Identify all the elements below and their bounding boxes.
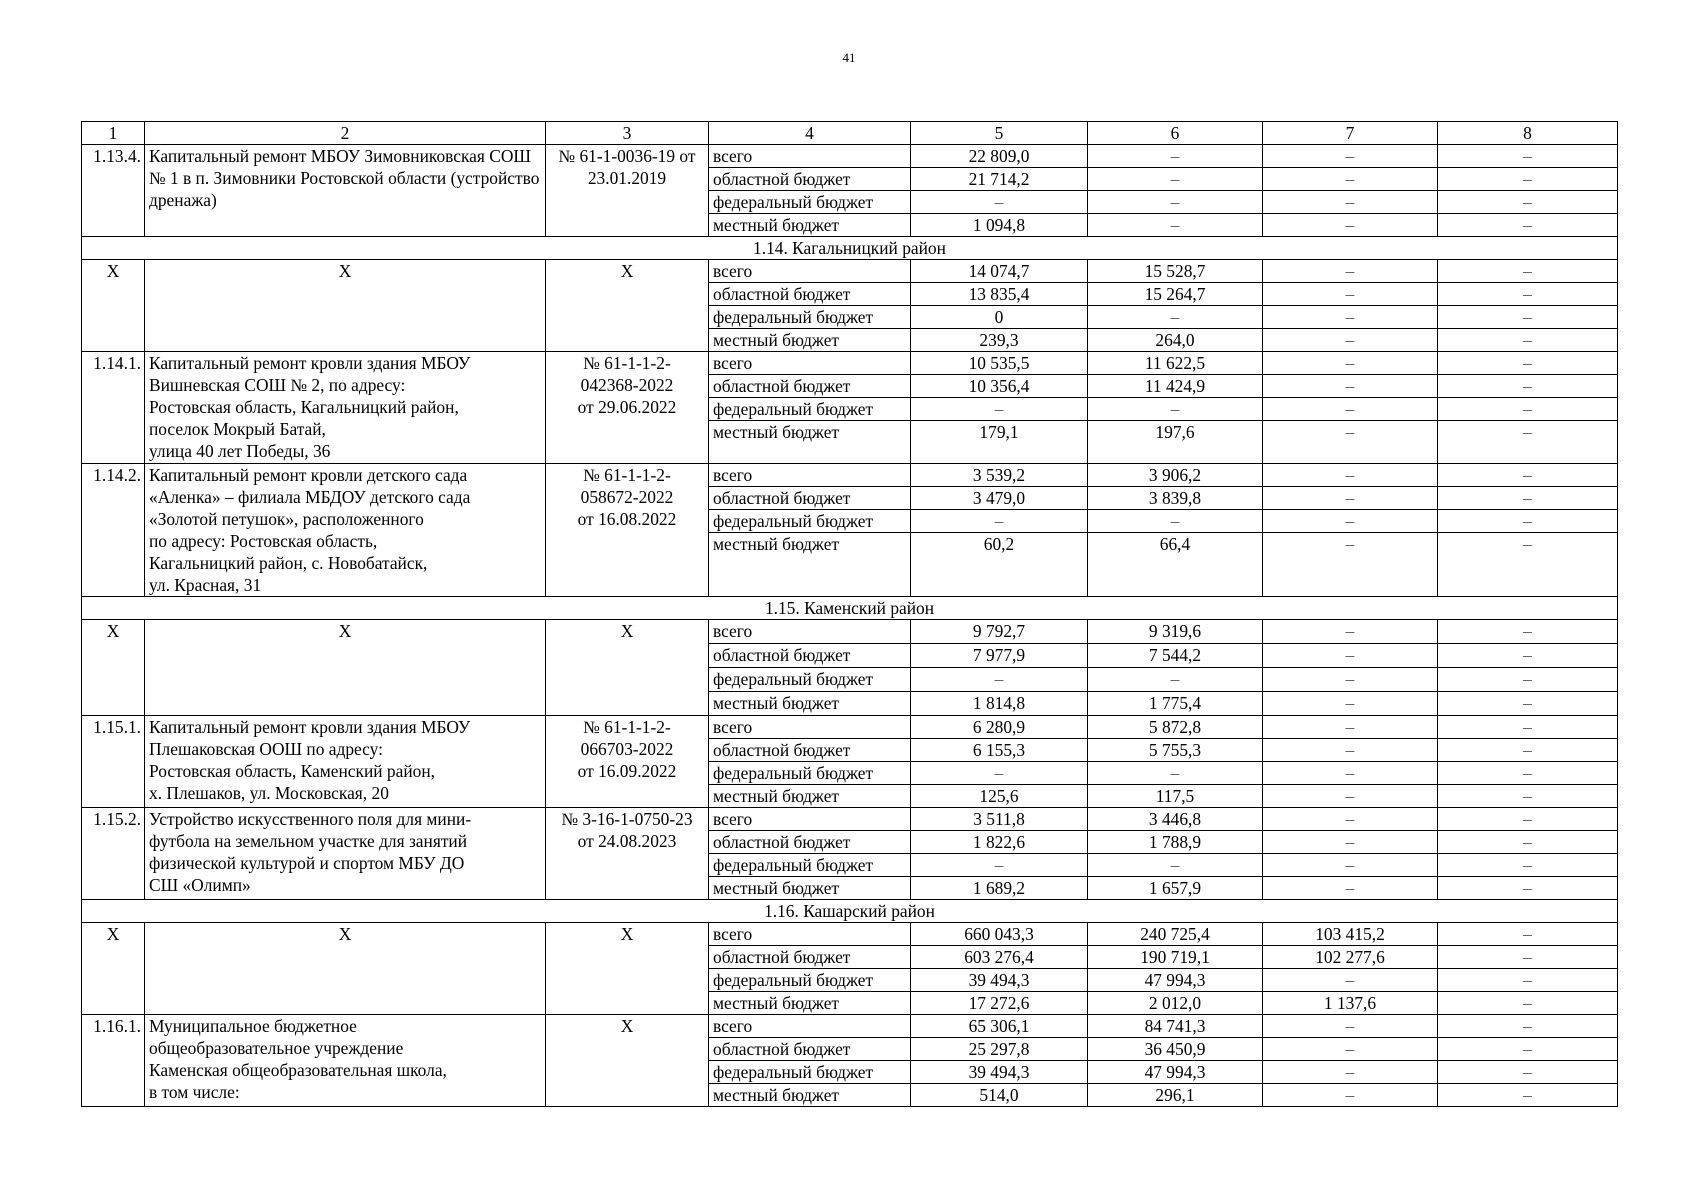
header-cell: 2 xyxy=(145,122,546,145)
document-cell: № 61-1-0036-19 от 23.01.2019 xyxy=(546,145,709,237)
value-cell: – xyxy=(1438,260,1618,283)
section-row xyxy=(82,900,1618,923)
item-number-cell: 1.14.2. xyxy=(82,464,145,597)
value-cell: – xyxy=(1438,831,1618,854)
value-cell: – xyxy=(1263,283,1438,306)
value-cell: 6 155,3 xyxy=(911,739,1088,762)
value-cell: 10 356,4 xyxy=(911,375,1088,398)
item-name-cell: Устройство искусственного поля для мини- футбола на земельном участке для занятий физической культурой и спортом МБУ ДО СШ «Олимп» xyxy=(145,808,546,900)
value-cell: 15 264,7 xyxy=(1088,283,1263,306)
value-cell: – xyxy=(1438,191,1618,214)
value-cell: 47 994,3 xyxy=(1088,1061,1263,1084)
funding-source-label: областной бюджет xyxy=(709,831,911,854)
value-cell: – xyxy=(911,762,1088,785)
header-cell: 6 xyxy=(1088,122,1263,145)
document-cell: Х xyxy=(546,620,709,716)
value-cell: – xyxy=(1438,1061,1618,1084)
value-cell: 179,1 xyxy=(911,421,1088,464)
value-cell: 103 415,2 xyxy=(1263,923,1438,946)
section-row xyxy=(82,597,1618,620)
header-row xyxy=(82,122,1618,145)
document-cell: № 3-16-1-0750-23 от 24.08.2023 xyxy=(546,808,709,900)
value-cell: – xyxy=(1438,533,1618,597)
funding-source-label: всего xyxy=(709,352,911,375)
funding-source-label: федеральный бюджет xyxy=(709,762,911,785)
value-cell: 3 446,8 xyxy=(1088,808,1263,831)
value-cell: 7 544,2 xyxy=(1088,644,1263,668)
item-name-cell: Х xyxy=(145,620,546,716)
document-cell: № 61-1-1-2- 066703-2022 от 16.09.2022 xyxy=(546,716,709,808)
funding-source-label: областной бюджет xyxy=(709,739,911,762)
value-cell: – xyxy=(1088,191,1263,214)
funding-source-label: всего xyxy=(709,145,911,168)
section-row xyxy=(82,237,1618,260)
value-cell: 5 872,8 xyxy=(1088,716,1263,739)
value-cell: 14 074,7 xyxy=(911,260,1088,283)
page-number: 41 xyxy=(842,50,856,65)
value-cell: 1 094,8 xyxy=(911,214,1088,237)
item-name-cell: Капитальный ремонт кровли здания МБОУ Плешаковская ООШ по адресу: Ростовская область, Каменский район, х. Плешаков, ул. Московская, 20 xyxy=(145,716,546,808)
value-cell: – xyxy=(1438,992,1618,1015)
value-cell: – xyxy=(1438,808,1618,831)
funding-source-label: местный бюджет xyxy=(709,214,911,237)
header-cell: 7 xyxy=(1263,122,1438,145)
table-row xyxy=(82,716,1618,739)
value-cell: 15 528,7 xyxy=(1088,260,1263,283)
funding-source-label: федеральный бюджет xyxy=(709,969,911,992)
funding-source-label: федеральный бюджет xyxy=(709,510,911,533)
funding-source-label: местный бюджет xyxy=(709,1084,911,1107)
section-title: 1.14. Кагальницкий район xyxy=(82,237,1618,260)
value-cell: – xyxy=(1438,877,1618,900)
funding-source-label: областной бюджет xyxy=(709,1038,911,1061)
header-cell: 3 xyxy=(546,122,709,145)
item-number-cell: Х xyxy=(82,620,145,716)
item-number-cell: 1.13.4. xyxy=(82,145,145,237)
value-cell: – xyxy=(1088,214,1263,237)
value-cell: – xyxy=(1438,716,1618,739)
value-cell: – xyxy=(1438,1015,1618,1038)
value-cell: – xyxy=(1263,1038,1438,1061)
funding-source-label: местный бюджет xyxy=(709,421,911,464)
value-cell: – xyxy=(1263,352,1438,375)
funding-source-label: местный бюджет xyxy=(709,692,911,716)
funding-source-label: местный бюджет xyxy=(709,533,911,597)
value-cell: – xyxy=(1263,306,1438,329)
table-row xyxy=(82,352,1618,375)
table-row xyxy=(82,145,1618,168)
value-cell: – xyxy=(1438,283,1618,306)
funding-source-label: местный бюджет xyxy=(709,329,911,352)
funding-source-label: федеральный бюджет xyxy=(709,398,911,421)
table-row xyxy=(82,923,1618,946)
value-cell: 1 657,9 xyxy=(1088,877,1263,900)
value-cell: 3 906,2 xyxy=(1088,464,1263,487)
value-cell: – xyxy=(1263,191,1438,214)
item-number-cell: 1.16.1. xyxy=(82,1015,145,1107)
value-cell: – xyxy=(1438,375,1618,398)
value-cell: – xyxy=(1438,398,1618,421)
value-cell: – xyxy=(1438,1038,1618,1061)
funding-source-label: федеральный бюджет xyxy=(709,668,911,692)
value-cell: 264,0 xyxy=(1088,329,1263,352)
value-cell: 11 424,9 xyxy=(1088,375,1263,398)
funding-source-label: областной бюджет xyxy=(709,946,911,969)
value-cell: – xyxy=(1263,969,1438,992)
value-cell: – xyxy=(1438,214,1618,237)
value-cell: – xyxy=(1088,145,1263,168)
document-cell: Х xyxy=(546,1015,709,1107)
funding-source-label: местный бюджет xyxy=(709,877,911,900)
value-cell: 3 839,8 xyxy=(1088,487,1263,510)
value-cell: – xyxy=(1263,785,1438,808)
table-row xyxy=(82,260,1618,283)
value-cell: – xyxy=(1088,398,1263,421)
header-cell: 8 xyxy=(1438,122,1618,145)
value-cell: 0 xyxy=(911,306,1088,329)
value-cell: – xyxy=(1263,1015,1438,1038)
value-cell: 3 479,0 xyxy=(911,487,1088,510)
value-cell: – xyxy=(911,510,1088,533)
value-cell: 60,2 xyxy=(911,533,1088,597)
value-cell: – xyxy=(1088,854,1263,877)
value-cell: – xyxy=(1263,620,1438,644)
funding-source-label: федеральный бюджет xyxy=(709,854,911,877)
value-cell: – xyxy=(1263,716,1438,739)
table-body xyxy=(82,122,1618,1107)
value-cell: – xyxy=(1263,510,1438,533)
document-cell: № 61-1-1-2- 058672-2022 от 16.08.2022 xyxy=(546,464,709,597)
document-cell: № 61-1-1-2- 042368-2022 от 29.06.2022 xyxy=(546,352,709,464)
value-cell: – xyxy=(1263,854,1438,877)
value-cell: 514,0 xyxy=(911,1084,1088,1107)
funding-source-label: всего xyxy=(709,923,911,946)
funding-source-label: федеральный бюджет xyxy=(709,306,911,329)
value-cell: – xyxy=(1263,533,1438,597)
value-cell: 603 276,4 xyxy=(911,946,1088,969)
value-cell: 21 714,2 xyxy=(911,168,1088,191)
value-cell: 102 277,6 xyxy=(1263,946,1438,969)
funding-source-label: всего xyxy=(709,620,911,644)
funding-source-label: федеральный бюджет xyxy=(709,1061,911,1084)
value-cell: – xyxy=(911,191,1088,214)
value-cell: – xyxy=(1263,1061,1438,1084)
funding-source-label: местный бюджет xyxy=(709,992,911,1015)
header-cell: 1 xyxy=(82,122,145,145)
value-cell: 3 511,8 xyxy=(911,808,1088,831)
value-cell: 25 297,8 xyxy=(911,1038,1088,1061)
value-cell: 1 822,6 xyxy=(911,831,1088,854)
table-row xyxy=(82,464,1618,487)
value-cell: – xyxy=(1263,644,1438,668)
value-cell: – xyxy=(1263,739,1438,762)
value-cell: 17 272,6 xyxy=(911,992,1088,1015)
budget-table xyxy=(81,121,1618,1107)
funding-source-label: областной бюджет xyxy=(709,375,911,398)
value-cell: – xyxy=(1438,306,1618,329)
funding-source-label: федеральный бюджет xyxy=(709,191,911,214)
value-cell: 66,4 xyxy=(1088,533,1263,597)
value-cell: 13 835,4 xyxy=(911,283,1088,306)
value-cell: – xyxy=(1263,214,1438,237)
table-row xyxy=(82,620,1618,644)
value-cell: – xyxy=(1263,808,1438,831)
value-cell: – xyxy=(1263,762,1438,785)
value-cell: 190 719,1 xyxy=(1088,946,1263,969)
item-name-cell: Х xyxy=(145,260,546,352)
value-cell: – xyxy=(911,398,1088,421)
value-cell: – xyxy=(1088,306,1263,329)
value-cell: 197,6 xyxy=(1088,421,1263,464)
section-title: 1.16. Кашарский район xyxy=(82,900,1618,923)
value-cell: – xyxy=(1263,692,1438,716)
value-cell: – xyxy=(1438,739,1618,762)
value-cell: – xyxy=(1263,1084,1438,1107)
value-cell: – xyxy=(1263,831,1438,854)
value-cell: – xyxy=(1088,168,1263,191)
item-number-cell: 1.14.1. xyxy=(82,352,145,464)
value-cell: 9 319,6 xyxy=(1088,620,1263,644)
value-cell: – xyxy=(1438,168,1618,191)
value-cell: – xyxy=(1438,762,1618,785)
value-cell: – xyxy=(1438,464,1618,487)
value-cell: 39 494,3 xyxy=(911,1061,1088,1084)
funding-source-label: областной бюджет xyxy=(709,644,911,668)
value-cell: 1 788,9 xyxy=(1088,831,1263,854)
value-cell: – xyxy=(1438,329,1618,352)
funding-source-label: всего xyxy=(709,1015,911,1038)
item-number-cell: 1.15.2. xyxy=(82,808,145,900)
funding-source-label: всего xyxy=(709,808,911,831)
value-cell: – xyxy=(1438,421,1618,464)
value-cell: – xyxy=(1263,329,1438,352)
value-cell: – xyxy=(1263,668,1438,692)
value-cell: 3 539,2 xyxy=(911,464,1088,487)
value-cell: – xyxy=(1438,145,1618,168)
value-cell: – xyxy=(1263,260,1438,283)
value-cell: – xyxy=(1438,923,1618,946)
value-cell: 239,3 xyxy=(911,329,1088,352)
value-cell: 9 792,7 xyxy=(911,620,1088,644)
value-cell: 1 137,6 xyxy=(1263,992,1438,1015)
value-cell: 39 494,3 xyxy=(911,969,1088,992)
item-number-cell: Х xyxy=(82,260,145,352)
value-cell: 660 043,3 xyxy=(911,923,1088,946)
value-cell: – xyxy=(1438,644,1618,668)
funding-source-label: всего xyxy=(709,716,911,739)
value-cell: – xyxy=(1438,1084,1618,1107)
value-cell: 296,1 xyxy=(1088,1084,1263,1107)
value-cell: 11 622,5 xyxy=(1088,352,1263,375)
value-cell: – xyxy=(1088,668,1263,692)
header-cell: 4 xyxy=(709,122,911,145)
value-cell: 36 450,9 xyxy=(1088,1038,1263,1061)
value-cell: – xyxy=(911,854,1088,877)
value-cell: – xyxy=(1263,464,1438,487)
item-name-cell: Муниципальное бюджетное общеобразовательное учреждение Каменская общеобразовательная школа, в том числе: xyxy=(145,1015,546,1107)
section-title: 1.15. Каменский район xyxy=(82,597,1618,620)
item-name-cell: Капитальный ремонт кровли детского сада «Аленка» – филиала МБДОУ детского сада «Золотой петушок», расположенного по адресу: Ростовская область, Кагальницкий район, с. Новобатайск, ул. Красная, 31 xyxy=(145,464,546,597)
value-cell: 22 809,0 xyxy=(911,145,1088,168)
value-cell: 6 280,9 xyxy=(911,716,1088,739)
value-cell: – xyxy=(1263,375,1438,398)
value-cell: – xyxy=(911,668,1088,692)
item-name-cell: Капитальный ремонт кровли здания МБОУ Вишневская СОШ № 2, по адресу: Ростовская область, Кагальницкий район, поселок Мокрый Батай, улица 40 лет Победы, 36 xyxy=(145,352,546,464)
value-cell: – xyxy=(1263,421,1438,464)
value-cell: 84 741,3 xyxy=(1088,1015,1263,1038)
value-cell: – xyxy=(1438,510,1618,533)
value-cell: – xyxy=(1438,668,1618,692)
item-name-cell: Капитальный ремонт МБОУ Зимовниковская СОШ № 1 в п. Зимовники Ростовской области (устройство дренажа) xyxy=(145,145,546,237)
document-cell: Х xyxy=(546,260,709,352)
value-cell: – xyxy=(1438,692,1618,716)
value-cell: 5 755,3 xyxy=(1088,739,1263,762)
document-cell: Х xyxy=(546,923,709,1015)
funding-source-label: областной бюджет xyxy=(709,168,911,191)
value-cell: – xyxy=(1438,854,1618,877)
funding-source-label: местный бюджет xyxy=(709,785,911,808)
funding-source-label: всего xyxy=(709,464,911,487)
value-cell: 7 977,9 xyxy=(911,644,1088,668)
value-cell: – xyxy=(1438,969,1618,992)
value-cell: – xyxy=(1438,620,1618,644)
table-row xyxy=(82,1015,1618,1038)
value-cell: 125,6 xyxy=(911,785,1088,808)
funding-source-label: всего xyxy=(709,260,911,283)
value-cell: – xyxy=(1263,877,1438,900)
funding-source-label: областной бюджет xyxy=(709,487,911,510)
table-row xyxy=(82,808,1618,831)
value-cell: – xyxy=(1438,487,1618,510)
value-cell: – xyxy=(1263,168,1438,191)
value-cell: 65 306,1 xyxy=(911,1015,1088,1038)
value-cell: 2 012,0 xyxy=(1088,992,1263,1015)
value-cell: – xyxy=(1263,487,1438,510)
value-cell: 47 994,3 xyxy=(1088,969,1263,992)
value-cell: 10 535,5 xyxy=(911,352,1088,375)
header-cell: 5 xyxy=(911,122,1088,145)
value-cell: 1 814,8 xyxy=(911,692,1088,716)
value-cell: 1 775,4 xyxy=(1088,692,1263,716)
value-cell: 1 689,2 xyxy=(911,877,1088,900)
item-number-cell: Х xyxy=(82,923,145,1015)
item-number-cell: 1.15.1. xyxy=(82,716,145,808)
value-cell: 240 725,4 xyxy=(1088,923,1263,946)
value-cell: – xyxy=(1088,510,1263,533)
value-cell: – xyxy=(1088,762,1263,785)
value-cell: – xyxy=(1438,352,1618,375)
value-cell: – xyxy=(1263,145,1438,168)
item-name-cell: Х xyxy=(145,923,546,1015)
value-cell: – xyxy=(1263,398,1438,421)
value-cell: 117,5 xyxy=(1088,785,1263,808)
funding-source-label: областной бюджет xyxy=(709,283,911,306)
value-cell: – xyxy=(1438,785,1618,808)
value-cell: – xyxy=(1438,946,1618,969)
